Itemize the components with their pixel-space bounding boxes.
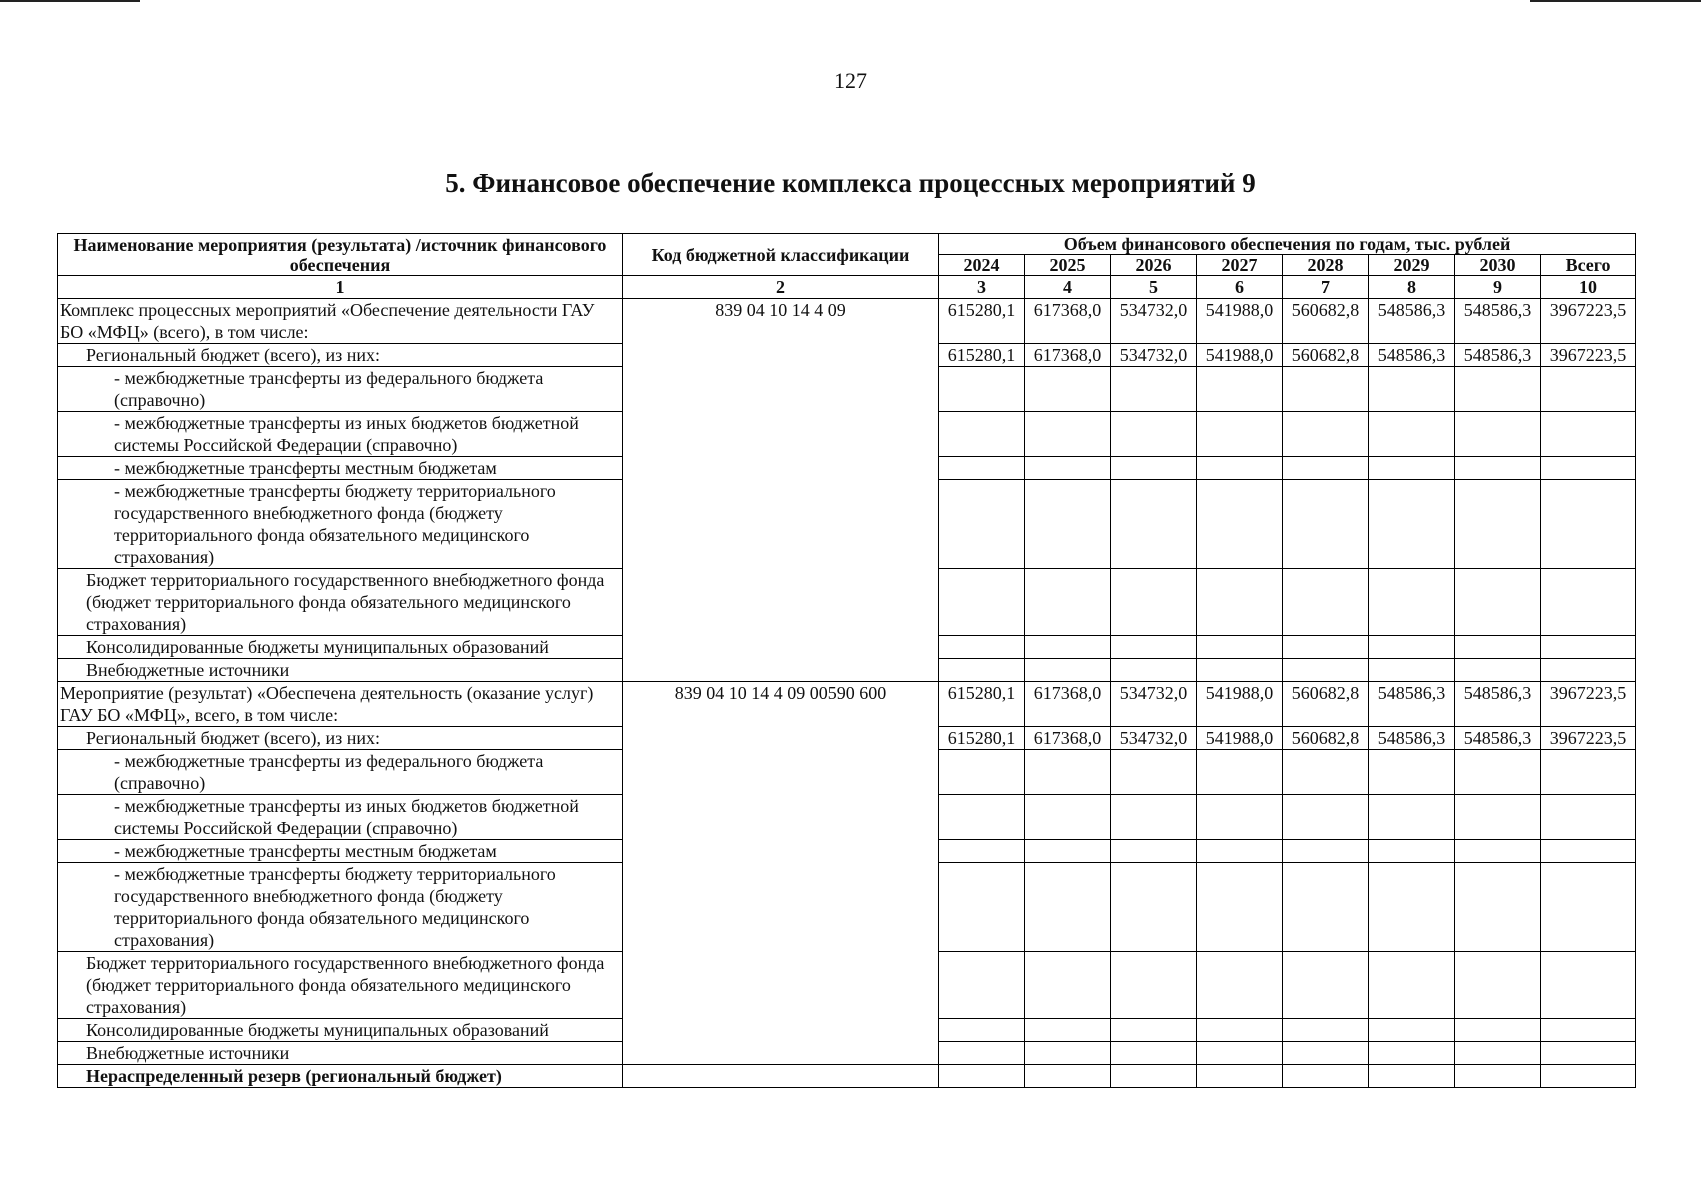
value-cell: [1369, 367, 1455, 412]
row-name: Внебюджетные источники: [58, 1042, 623, 1065]
value-cell: [1111, 1042, 1197, 1065]
column-number: 10: [1541, 276, 1636, 299]
value-cell: [1369, 795, 1455, 840]
value-cell: 534732,0: [1111, 344, 1197, 367]
value-cell: 617368,0: [1025, 299, 1111, 344]
value-total-cell: 3967223,5: [1541, 299, 1636, 344]
header-name: Наименование мероприятия (результата) /источник финансового обеспечения: [58, 234, 623, 276]
value-cell: [1025, 480, 1111, 569]
value-cell: [1197, 659, 1283, 682]
value-cell: 615280,1: [939, 682, 1025, 727]
value-total-cell: [1541, 795, 1636, 840]
value-cell: [939, 636, 1025, 659]
value-cell: [1025, 569, 1111, 636]
value-total-cell: [1541, 952, 1636, 1019]
value-cell: 548586,3: [1455, 344, 1541, 367]
row-name: Региональный бюджет (всего), из них:: [58, 344, 623, 367]
top-border-right: [1530, 0, 1701, 2]
value-cell: [1197, 795, 1283, 840]
value-cell: [1111, 457, 1197, 480]
value-cell: [1283, 840, 1369, 863]
value-cell: 615280,1: [939, 727, 1025, 750]
column-number: 3: [939, 276, 1025, 299]
value-cell: 548586,3: [1369, 682, 1455, 727]
header-volume: Объем финансового обеспечения по годам, тыс. рублей: [939, 234, 1636, 255]
value-cell: [1455, 952, 1541, 1019]
value-cell: [939, 659, 1025, 682]
value-cell: [1541, 1065, 1636, 1088]
value-total-cell: [1541, 367, 1636, 412]
value-cell: [939, 863, 1025, 952]
value-total-cell: [1541, 863, 1636, 952]
value-cell: [1283, 795, 1369, 840]
value-cell: [1197, 480, 1283, 569]
page-number: 127: [834, 68, 867, 93]
value-cell: [1025, 863, 1111, 952]
value-cell: 534732,0: [1111, 299, 1197, 344]
value-total-cell: [1541, 636, 1636, 659]
value-cell: [939, 840, 1025, 863]
value-cell: [1369, 1065, 1455, 1088]
value-cell: 548586,3: [1455, 299, 1541, 344]
value-cell: [1025, 636, 1111, 659]
value-total-cell: [1541, 412, 1636, 457]
value-cell: [1025, 659, 1111, 682]
value-cell: [1025, 795, 1111, 840]
value-cell: 534732,0: [1111, 727, 1197, 750]
page-title: 5. Финансовое обеспечение комплекса процессных мероприятий 9: [445, 168, 1256, 198]
row-name: - межбюджетные трансферты из федерального бюджета (справочно): [58, 750, 623, 795]
value-total-cell: [1541, 480, 1636, 569]
budget-code: 839 04 10 14 4 09: [623, 299, 939, 682]
value-cell: [1025, 1042, 1111, 1065]
value-cell: [1369, 1019, 1455, 1042]
value-cell: [1369, 412, 1455, 457]
header-year: 2026: [1111, 255, 1197, 276]
value-cell: [1283, 1042, 1369, 1065]
value-cell: 548586,3: [1369, 299, 1455, 344]
row-name: - межбюджетные трансферты бюджету территориального государственного внебюджетного фонда (бюджету территориального фонда обязательного медицинского страхования): [58, 863, 623, 952]
value-cell: [1455, 1042, 1541, 1065]
value-cell: [1025, 367, 1111, 412]
value-cell: [1283, 863, 1369, 952]
value-total-cell: 3967223,5: [1541, 682, 1636, 727]
header-year: 2029: [1369, 255, 1455, 276]
row-name: Региональный бюджет (всего), из них:: [58, 727, 623, 750]
value-cell: [1111, 750, 1197, 795]
column-number: 1: [58, 276, 623, 299]
value-total-cell: [1541, 569, 1636, 636]
top-border-left: [0, 0, 140, 2]
value-cell: [1455, 457, 1541, 480]
value-cell: [1369, 1042, 1455, 1065]
value-cell: [1197, 457, 1283, 480]
value-cell: [1197, 1065, 1283, 1088]
finance-table: [57, 233, 1636, 1088]
value-cell: [939, 952, 1025, 1019]
value-cell: [1025, 952, 1111, 1019]
finance-table-wrap: [57, 233, 1635, 1088]
table-row-reserve: [58, 1065, 1636, 1088]
value-cell: 560682,8: [1283, 682, 1369, 727]
value-cell: [1283, 659, 1369, 682]
value-cell: [1369, 659, 1455, 682]
header-row-1: [58, 234, 1636, 255]
value-cell: [1455, 840, 1541, 863]
value-cell: [1111, 1065, 1197, 1088]
value-cell: [1197, 1019, 1283, 1042]
value-cell: [1455, 750, 1541, 795]
value-cell: [939, 457, 1025, 480]
value-total-cell: [1541, 659, 1636, 682]
value-cell: [939, 1042, 1025, 1065]
value-cell: [1111, 412, 1197, 457]
value-cell: [1111, 569, 1197, 636]
value-cell: [1197, 1042, 1283, 1065]
row-name: Комплекс процессных мероприятий «Обеспечение деятельности ГАУ БО «МФЦ» (всего), в том числе:: [58, 299, 623, 344]
value-cell: [1283, 1019, 1369, 1042]
value-cell: 541988,0: [1197, 299, 1283, 344]
value-cell: [1283, 480, 1369, 569]
header-column-numbers: [58, 276, 1636, 299]
value-cell: [1197, 863, 1283, 952]
value-cell: [1455, 659, 1541, 682]
value-cell: [1197, 412, 1283, 457]
value-cell: [1369, 952, 1455, 1019]
value-cell: 617368,0: [1025, 727, 1111, 750]
value-cell: [1111, 659, 1197, 682]
value-cell: 615280,1: [939, 344, 1025, 367]
value-cell: [1025, 1065, 1111, 1088]
value-cell: [1197, 569, 1283, 636]
value-cell: [939, 480, 1025, 569]
row-name: - межбюджетные трансферты местным бюджетам: [58, 457, 623, 480]
value-cell: [1369, 750, 1455, 795]
value-cell: [1283, 569, 1369, 636]
value-cell: [939, 750, 1025, 795]
value-cell: [939, 795, 1025, 840]
table-body: [58, 299, 1636, 1088]
value-cell: [1025, 412, 1111, 457]
column-number: 8: [1369, 276, 1455, 299]
value-cell: 541988,0: [1197, 682, 1283, 727]
value-cell: [1111, 795, 1197, 840]
value-cell: [1025, 1019, 1111, 1042]
value-cell: [1369, 480, 1455, 569]
header-code: Код бюджетной классификации: [623, 234, 939, 276]
value-cell: [1111, 636, 1197, 659]
value-cell: [1025, 840, 1111, 863]
value-cell: [1455, 569, 1541, 636]
header-year: 2027: [1197, 255, 1283, 276]
value-cell: [1455, 367, 1541, 412]
header-year: 2024: [939, 255, 1025, 276]
value-cell: 548586,3: [1455, 682, 1541, 727]
header-total: Всего: [1541, 255, 1636, 276]
column-number: 5: [1111, 276, 1197, 299]
value-cell: [1197, 367, 1283, 412]
row-name: Консолидированные бюджеты муниципальных образований: [58, 1019, 623, 1042]
value-total-cell: [1541, 457, 1636, 480]
value-cell: [939, 1065, 1025, 1088]
value-cell: [1283, 1065, 1369, 1088]
row-name: Нераспределенный резерв (региональный бюджет): [58, 1065, 623, 1088]
value-cell: 534732,0: [1111, 682, 1197, 727]
value-cell: [1369, 636, 1455, 659]
row-name: - межбюджетные трансферты местным бюджетам: [58, 840, 623, 863]
value-cell: 615280,1: [939, 299, 1025, 344]
value-cell: [1283, 457, 1369, 480]
value-cell: [1111, 480, 1197, 569]
table-row: [58, 682, 1636, 727]
value-cell: [1369, 457, 1455, 480]
value-cell: [939, 1019, 1025, 1042]
value-cell: [1369, 863, 1455, 952]
value-cell: [1283, 412, 1369, 457]
value-cell: 560682,8: [1283, 344, 1369, 367]
column-number: 4: [1025, 276, 1111, 299]
header-year: 2030: [1455, 255, 1541, 276]
value-cell: [939, 569, 1025, 636]
value-cell: 548586,3: [1369, 727, 1455, 750]
value-cell: [939, 367, 1025, 412]
value-cell: [1369, 840, 1455, 863]
row-name: - межбюджетные трансферты из федерального бюджета (справочно): [58, 367, 623, 412]
value-cell: 548586,3: [1369, 344, 1455, 367]
value-cell: [623, 1065, 939, 1088]
column-number: 2: [623, 276, 939, 299]
value-cell: [1197, 840, 1283, 863]
value-total-cell: 3967223,5: [1541, 344, 1636, 367]
value-cell: [1197, 636, 1283, 659]
value-total-cell: [1541, 1019, 1636, 1042]
value-cell: 548586,3: [1455, 727, 1541, 750]
value-cell: [1369, 569, 1455, 636]
value-total-cell: 3967223,5: [1541, 727, 1636, 750]
value-cell: [1283, 636, 1369, 659]
column-number: 7: [1283, 276, 1369, 299]
value-cell: [1111, 863, 1197, 952]
table-row: [58, 299, 1636, 344]
row-name: Консолидированные бюджеты муниципальных образований: [58, 636, 623, 659]
value-cell: 617368,0: [1025, 682, 1111, 727]
value-cell: [1283, 750, 1369, 795]
value-cell: [1455, 412, 1541, 457]
value-cell: [1283, 952, 1369, 1019]
value-cell: 560682,8: [1283, 727, 1369, 750]
value-cell: [1455, 480, 1541, 569]
row-name: Мероприятие (результат) «Обеспечена деятельность (оказание услуг) ГАУ БО «МФЦ», всего, в том числе:: [58, 682, 623, 727]
value-cell: 560682,8: [1283, 299, 1369, 344]
row-name: - межбюджетные трансферты из иных бюджетов бюджетной системы Российской Федерации (справочно): [58, 795, 623, 840]
value-cell: 541988,0: [1197, 344, 1283, 367]
value-total-cell: [1541, 1042, 1636, 1065]
row-name: - межбюджетные трансферты бюджету территориального государственного внебюджетного фонда (бюджету территориального фонда обязательного медицинского страхования): [58, 480, 623, 569]
value-cell: [1111, 367, 1197, 412]
value-cell: 617368,0: [1025, 344, 1111, 367]
value-cell: [1283, 367, 1369, 412]
value-cell: [1455, 1019, 1541, 1042]
value-cell: [1455, 795, 1541, 840]
value-cell: [1111, 952, 1197, 1019]
header-year: 2028: [1283, 255, 1369, 276]
value-total-cell: [1541, 840, 1636, 863]
value-cell: [939, 412, 1025, 457]
value-cell: [1197, 750, 1283, 795]
row-name: Внебюджетные источники: [58, 659, 623, 682]
value-total-cell: [1541, 750, 1636, 795]
value-cell: [1025, 750, 1111, 795]
value-cell: [1111, 840, 1197, 863]
column-number: 9: [1455, 276, 1541, 299]
value-cell: 541988,0: [1197, 727, 1283, 750]
budget-code: 839 04 10 14 4 09 00590 600: [623, 682, 939, 1065]
value-cell: [1025, 457, 1111, 480]
row-name: Бюджет территориального государственного внебюджетного фонда (бюджет территориального фонда обязательного медицинского страхования): [58, 952, 623, 1019]
value-cell: [1197, 952, 1283, 1019]
row-name: - межбюджетные трансферты из иных бюджетов бюджетной системы Российской Федерации (справочно): [58, 412, 623, 457]
header-year: 2025: [1025, 255, 1111, 276]
value-cell: [1455, 1065, 1541, 1088]
row-name: Бюджет территориального государственного внебюджетного фонда (бюджет территориального фонда обязательного медицинского страхования): [58, 569, 623, 636]
value-cell: [1455, 636, 1541, 659]
column-number: 6: [1197, 276, 1283, 299]
value-cell: [1455, 863, 1541, 952]
value-cell: [1111, 1019, 1197, 1042]
